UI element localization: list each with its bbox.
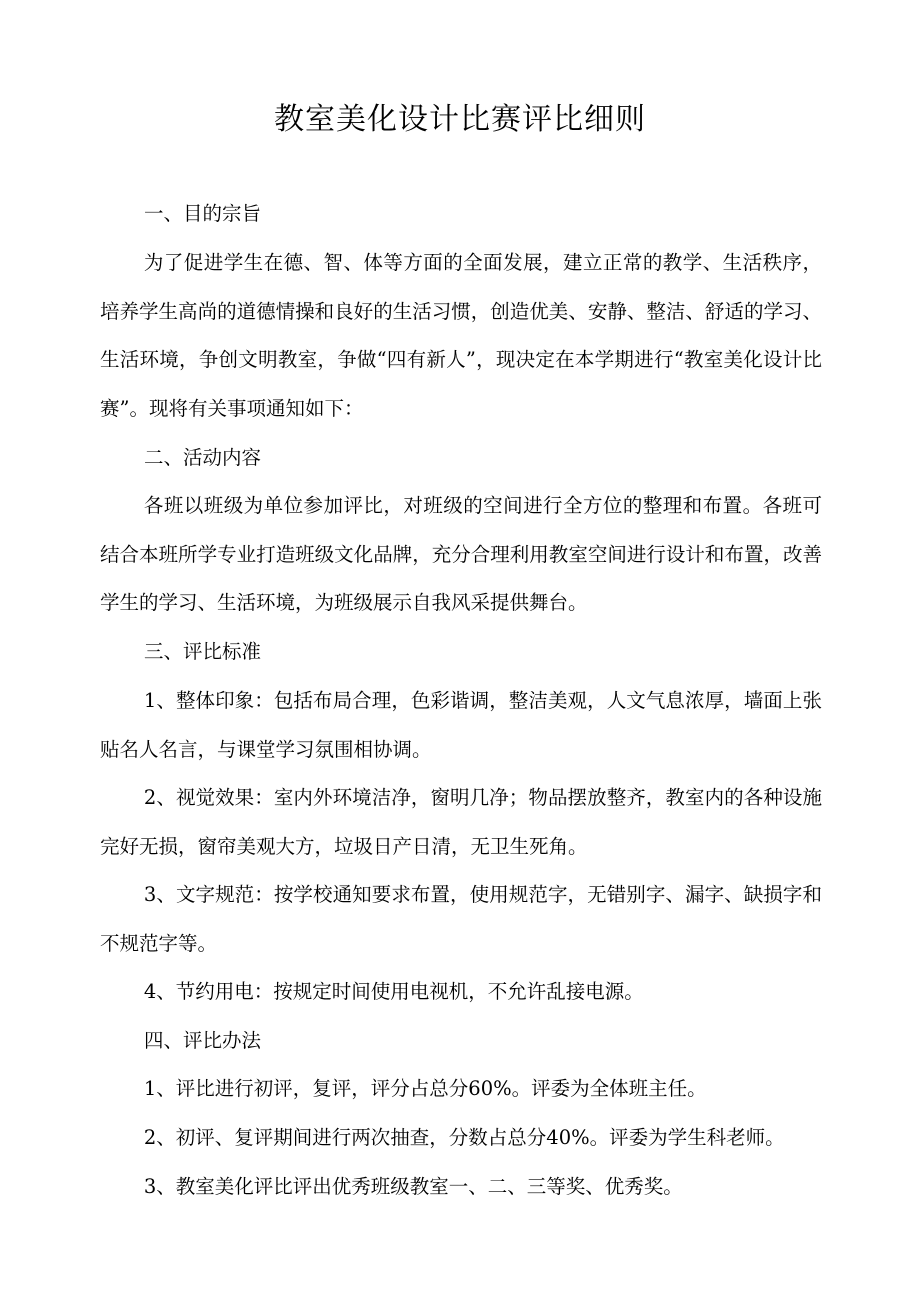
section-heading-purpose: 一、目的宗旨 — [144, 202, 262, 225]
criteria-item-overall: 1、整体印象：包括布局合理，色彩谐调，整洁美观，人文气息浓厚，墙面上张贴名人名言，与课堂学习氛围相协调。 — [100, 689, 822, 761]
section-heading-method: 四、评比办法 — [144, 1029, 262, 1052]
section-heading-activity: 二、活动内容 — [144, 446, 262, 469]
criteria-item-text: 3、文字规范：按学校通知要求布置，使用规范字，无错别字、漏字、缺损字和不规范字等。 — [100, 883, 822, 955]
method-item-1: 1、评比进行初评，复评，评分占总分60%。评委为全体班主任。 — [143, 1077, 707, 1100]
section-heading-criteria: 三、评比标准 — [144, 640, 262, 663]
paragraph-purpose: 为了促进学生在德、智、体等方面的全面发展，建立正常的教学、生活秩序，培养学生高尚的道德情操和良好的生活习惯，创造优美、安静、整洁、舒适的学习、生活环境，争创文明教室，争做“四有新人”，现决定在本学期进行“教室美化设计比赛”。现将有关事项通知如下： — [100, 251, 822, 420]
criteria-item-visual: 2、视觉效果：室内外环境洁净，窗明几净；物品摆放整齐，教室内的各种设施完好无损，窗帘美观大方，垃圾日产日清，无卫生死角。 — [100, 786, 822, 858]
paragraph-activity: 各班以班级为单位参加评比，对班级的空间进行全方位的整理和布置。各班可结合本班所学专业打造班级文化品牌，充分合理利用教室空间进行设计和布置，改善学生的学习、生活环境，为班级展示自我风采提供舞台。 — [100, 494, 822, 615]
method-item-2: 2、初评、复评期间进行两次抽查，分数占总分40%。评委为学生科老师。 — [143, 1126, 785, 1149]
document-title: 教室美化设计比赛评比细则 — [274, 102, 646, 137]
method-item-3: 3、教室美化评比评出优秀班级教室一、二、三等奖、优秀奖。 — [143, 1175, 683, 1198]
criteria-item-power: 4、节约用电：按规定时间使用电视机，不允许乱接电源。 — [143, 980, 644, 1003]
